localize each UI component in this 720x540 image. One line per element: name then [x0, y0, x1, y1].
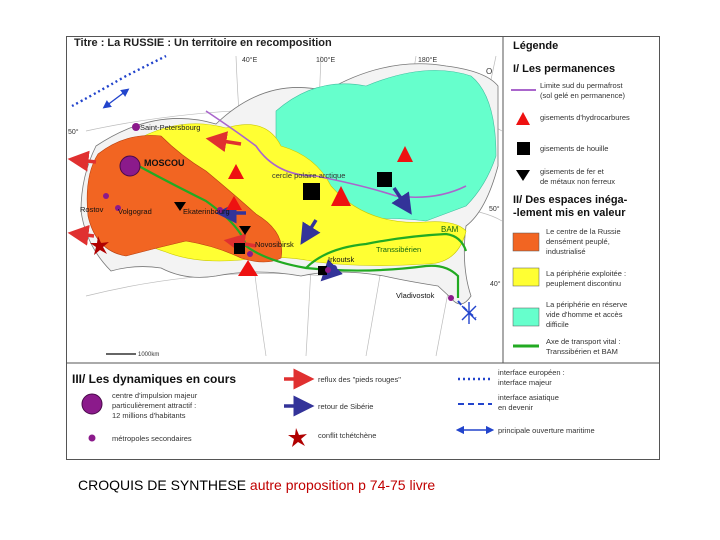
legend-fer-2: de métaux non ferreux	[540, 177, 616, 186]
legend-reserve: La périphérie en réserve	[546, 300, 628, 309]
label-moscou: MOSCOU	[144, 158, 185, 168]
legend-retour: retour de Sibérie	[318, 402, 374, 411]
label-novosibirsk: Novosibirsk	[255, 240, 294, 249]
label-pole: O	[486, 67, 493, 76]
legend-interface-asia: interface asiatique	[498, 393, 559, 402]
label-bam: BAM	[441, 225, 459, 234]
legend-periph-swatch	[513, 268, 539, 286]
legend-periph-2: peuplement discontinu	[546, 279, 622, 288]
legend-centre-3: industrialisé	[546, 247, 586, 256]
label-cercle-polaire: cercle polaire arctique	[272, 171, 346, 180]
label-volgograd: Volgograd	[118, 207, 152, 216]
map-title: Titre : La RUSSIE : Un territoire en recomposition	[74, 37, 332, 49]
section-espaces-2: -lement mis en valeur	[513, 207, 626, 219]
legend-centre-impulsion-3: 12 millions d'habitants	[112, 411, 186, 420]
legend-centre-impulsion-2: particulièrement attractif :	[112, 401, 197, 410]
label-lat50e: 50°	[489, 206, 500, 213]
legend-permafrost: Limite sud du permafrost	[540, 81, 623, 90]
legend-coal-icon	[517, 142, 530, 155]
label-ekaterinbourg: Ekaterinbourg	[183, 207, 230, 216]
caption	[78, 477, 435, 493]
legend-centre-swatch	[513, 233, 539, 251]
caption-main: CROQUIS DE SYNTHESE	[78, 477, 250, 493]
legend-reserve-swatch	[513, 308, 539, 326]
label-lon100: 100°E	[316, 57, 336, 64]
legend-reserve-2: vide d'homme et accès	[546, 310, 623, 319]
caption-highlight: autre proposition p 74-75 livre	[249, 477, 436, 493]
label-rostov: Rostov	[80, 205, 104, 214]
legend-reserve-3: difficile	[546, 320, 569, 329]
moscou-dot	[120, 156, 140, 176]
legend-conflit: conflit tchétchène	[318, 431, 377, 440]
legend-title: Légende	[513, 40, 559, 52]
legend-periph: La périphérie exploitée :	[546, 269, 627, 278]
legend-interface-asia-2: en devenir	[498, 403, 534, 412]
label-lon180: 180°E	[418, 57, 438, 64]
legend-centre-impulsion-icon	[82, 394, 102, 414]
label-lat50w: 50°	[68, 129, 79, 136]
legend-hydrocarbures: gisements d'hydrocarbures	[540, 113, 630, 122]
legend-fer: gisements de fer et	[540, 167, 604, 176]
legend-centre-impulsion: centre d'impulsion majeur	[112, 391, 198, 400]
legend-houille: gisements de houille	[540, 144, 609, 153]
section-espaces: II/ Des espaces inéga-	[513, 194, 628, 206]
label-lat40: 40°	[490, 281, 501, 288]
label-vladivostok: Vladivostok	[396, 291, 435, 300]
map-sheet	[66, 36, 660, 460]
scale-bar-label: 1000km	[138, 352, 160, 358]
legend-permafrost-2: (sol gelé en permanence)	[540, 91, 626, 100]
section-permanences: I/ Les permanences	[513, 63, 616, 75]
legend-centre-2: densément peuplé,	[546, 237, 610, 246]
label-lon40: 40°E	[242, 57, 258, 64]
legend-metropoles: métropoles secondaires	[112, 434, 192, 443]
legend-interface-euro-2: interface majeur	[498, 378, 552, 387]
legend-centre: Le centre de la Russie	[546, 227, 621, 236]
section-dynamiques: III/ Les dynamiques en cours	[72, 372, 237, 386]
legend-axe-2: Transsibérien et BAM	[546, 347, 618, 356]
legend-metropole-icon	[89, 435, 96, 442]
label-spb: Saint-Petersbourg	[140, 123, 201, 132]
label-irkoutsk: Irkoutsk	[328, 255, 355, 264]
legend-reflux: reflux des "pieds rouges"	[318, 375, 401, 384]
label-transsib: Transsibérien	[376, 245, 422, 254]
legend-axe: Axe de transport vital :	[546, 337, 621, 346]
legend-ouverture: principale ouverture maritime	[498, 426, 595, 435]
legend-interface-euro: interface européen :	[498, 368, 565, 377]
